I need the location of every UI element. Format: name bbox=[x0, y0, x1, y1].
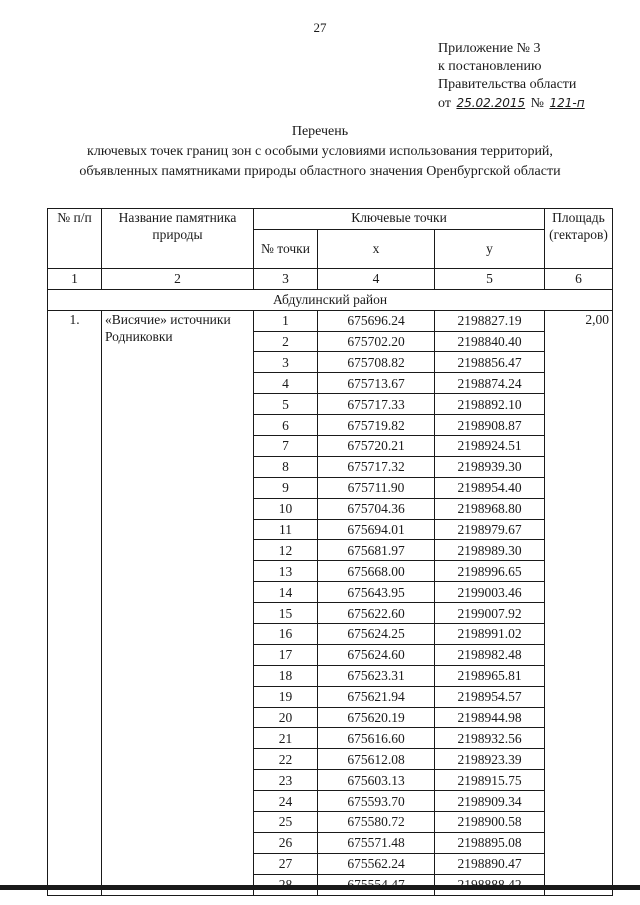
point-x: 675717.32 bbox=[318, 456, 435, 477]
point-y: 2198840.40 bbox=[435, 331, 545, 352]
title-line-1: Перечень bbox=[291, 124, 349, 139]
header-x: x bbox=[318, 229, 435, 268]
point-y: 2198991.02 bbox=[435, 624, 545, 645]
key-points-table bbox=[47, 208, 613, 896]
point-x: 675593.70 bbox=[318, 791, 435, 812]
title-line-2: ключевых точек границ зон с особыми условиями использования территорий, bbox=[87, 144, 553, 159]
point-y: 2198892.10 bbox=[435, 394, 545, 415]
point-y: 2198900.58 bbox=[435, 812, 545, 833]
point-y: 2198939.30 bbox=[435, 456, 545, 477]
point-x: 675711.90 bbox=[318, 477, 435, 498]
point-x: 675612.08 bbox=[318, 749, 435, 770]
header-y: y bbox=[435, 229, 545, 268]
header-name: Название памятника природы bbox=[102, 209, 254, 269]
point-y: 2198968.80 bbox=[435, 498, 545, 519]
point-y: 2198908.87 bbox=[435, 415, 545, 436]
point-number: 25 bbox=[254, 812, 318, 833]
point-number: 14 bbox=[254, 582, 318, 603]
point-x: 675562.24 bbox=[318, 853, 435, 874]
point-x: 675621.94 bbox=[318, 686, 435, 707]
point-x: 675643.95 bbox=[318, 582, 435, 603]
point-number: 19 bbox=[254, 686, 318, 707]
entry-name: «Висячие» источники Родниковки bbox=[102, 310, 254, 895]
col-number: 1 bbox=[48, 268, 102, 289]
district-name: Абдулинский район bbox=[48, 289, 613, 310]
header-key-points: Ключевые точки bbox=[254, 209, 545, 230]
appendix-block bbox=[438, 40, 587, 113]
point-y: 2199007.92 bbox=[435, 603, 545, 624]
entry-area: 2,00 bbox=[545, 310, 613, 895]
point-number: 24 bbox=[254, 791, 318, 812]
point-number: 6 bbox=[254, 415, 318, 436]
point-y: 2198996.65 bbox=[435, 561, 545, 582]
point-x: 675668.00 bbox=[318, 561, 435, 582]
point-x: 675694.01 bbox=[318, 519, 435, 540]
point-y: 2198874.24 bbox=[435, 373, 545, 394]
point-y: 2198827.19 bbox=[435, 310, 545, 331]
point-number: 22 bbox=[254, 749, 318, 770]
point-y: 2198954.40 bbox=[435, 477, 545, 498]
point-y: 2198944.98 bbox=[435, 707, 545, 728]
point-x: 675717.33 bbox=[318, 394, 435, 415]
point-x: 675571.48 bbox=[318, 832, 435, 853]
district-row bbox=[48, 289, 613, 310]
handwritten-date: 25.02.2015 bbox=[456, 96, 526, 110]
handwritten-number: 121-п bbox=[549, 96, 585, 110]
point-x: 675704.36 bbox=[318, 498, 435, 519]
appendix-line-3: Правительства области bbox=[438, 77, 577, 92]
point-number: 18 bbox=[254, 665, 318, 686]
point-y: 2198982.48 bbox=[435, 644, 545, 665]
point-number: 17 bbox=[254, 644, 318, 665]
point-number: 7 bbox=[254, 436, 318, 457]
point-x: 675713.67 bbox=[318, 373, 435, 394]
point-number: 3 bbox=[254, 352, 318, 373]
point-x: 675624.25 bbox=[318, 624, 435, 645]
header-point-no: № точки bbox=[254, 229, 318, 268]
point-y: 2198924.51 bbox=[435, 436, 545, 457]
point-y: 2198890.47 bbox=[435, 853, 545, 874]
point-x: 675620.19 bbox=[318, 707, 435, 728]
point-x: 675623.31 bbox=[318, 665, 435, 686]
point-y: 2198954.57 bbox=[435, 686, 545, 707]
point-number: 26 bbox=[254, 832, 318, 853]
point-x: 675580.72 bbox=[318, 812, 435, 833]
point-number: 20 bbox=[254, 707, 318, 728]
point-x: 675720.21 bbox=[318, 436, 435, 457]
point-x: 675708.82 bbox=[318, 352, 435, 373]
number-prefix: № bbox=[530, 96, 545, 111]
point-x: 675702.20 bbox=[318, 331, 435, 352]
point-number: 11 bbox=[254, 519, 318, 540]
document-title bbox=[0, 122, 640, 182]
point-x: 675681.97 bbox=[318, 540, 435, 561]
point-number: 12 bbox=[254, 540, 318, 561]
appendix-date-line bbox=[438, 94, 587, 113]
point-number: 8 bbox=[254, 456, 318, 477]
appendix-line-2: к постановлению bbox=[438, 59, 542, 74]
point-x: 675719.82 bbox=[318, 415, 435, 436]
point-number: 5 bbox=[254, 394, 318, 415]
point-row bbox=[48, 310, 613, 331]
point-number: 9 bbox=[254, 477, 318, 498]
col-number: 6 bbox=[545, 268, 613, 289]
point-number: 10 bbox=[254, 498, 318, 519]
header-num: № п/п bbox=[48, 209, 102, 269]
point-number: 16 bbox=[254, 624, 318, 645]
point-number: 23 bbox=[254, 770, 318, 791]
point-number: 1 bbox=[254, 310, 318, 331]
point-number: 27 bbox=[254, 853, 318, 874]
header-row-1 bbox=[48, 209, 613, 230]
point-x: 675696.24 bbox=[318, 310, 435, 331]
col-number: 2 bbox=[102, 268, 254, 289]
point-y: 2198965.81 bbox=[435, 665, 545, 686]
point-x: 675603.13 bbox=[318, 770, 435, 791]
col-number: 4 bbox=[318, 268, 435, 289]
header-area: Площадь (гектаров) bbox=[545, 209, 613, 269]
point-x: 675624.60 bbox=[318, 644, 435, 665]
title-line-3: объявленных памятниками природы областного значения Оренбургской области bbox=[79, 164, 561, 179]
point-x: 675616.60 bbox=[318, 728, 435, 749]
point-y: 2198932.56 bbox=[435, 728, 545, 749]
point-number: 15 bbox=[254, 603, 318, 624]
point-y: 2199003.46 bbox=[435, 582, 545, 603]
date-prefix: от bbox=[438, 96, 451, 111]
page-number: 27 bbox=[313, 20, 327, 35]
point-y: 2198915.75 bbox=[435, 770, 545, 791]
col-number: 3 bbox=[254, 268, 318, 289]
point-x: 675622.60 bbox=[318, 603, 435, 624]
entry-number: 1. bbox=[48, 310, 102, 895]
appendix-line-1: Приложение № 3 bbox=[438, 41, 541, 56]
point-y: 2198895.08 bbox=[435, 832, 545, 853]
col-number: 5 bbox=[435, 268, 545, 289]
point-y: 2198923.39 bbox=[435, 749, 545, 770]
point-number: 21 bbox=[254, 728, 318, 749]
point-number: 2 bbox=[254, 331, 318, 352]
point-number: 13 bbox=[254, 561, 318, 582]
point-y: 2198856.47 bbox=[435, 352, 545, 373]
point-y: 2198979.67 bbox=[435, 519, 545, 540]
point-number: 4 bbox=[254, 373, 318, 394]
bottom-divider bbox=[0, 885, 640, 890]
point-y: 2198989.30 bbox=[435, 540, 545, 561]
point-y: 2198909.34 bbox=[435, 791, 545, 812]
column-number-row bbox=[48, 268, 613, 289]
